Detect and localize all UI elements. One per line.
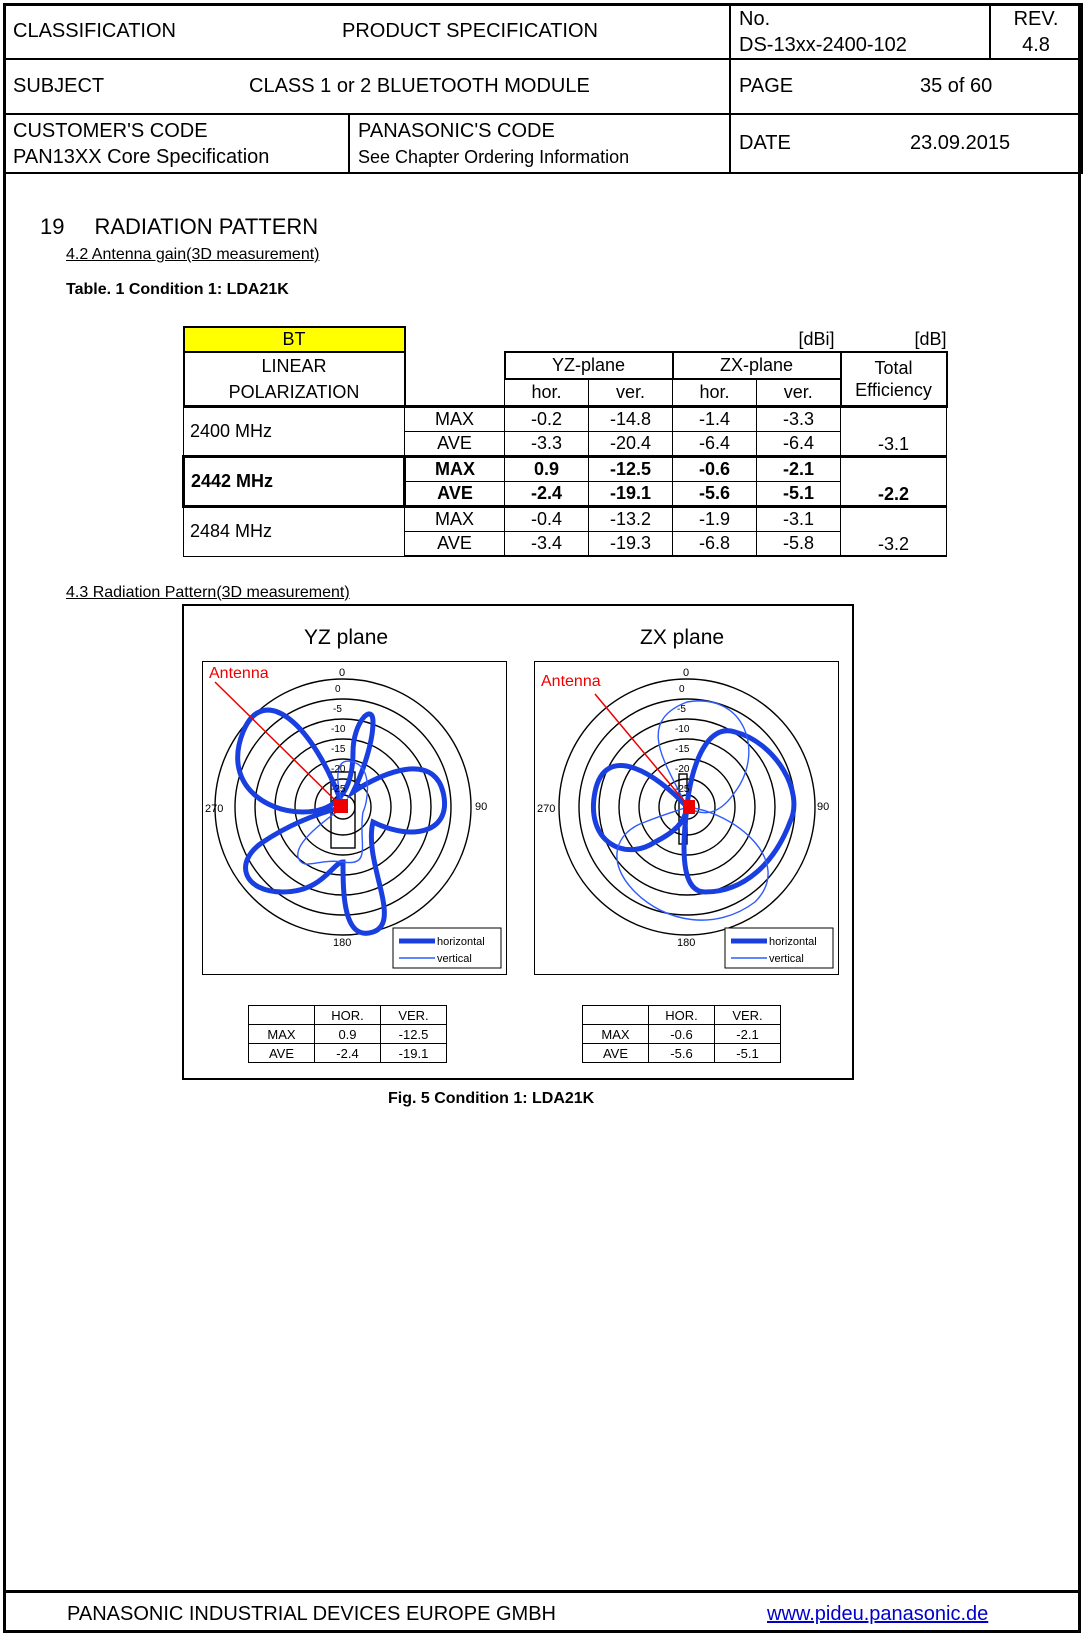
bt-cell: BT — [184, 327, 405, 352]
angle-0: 0 — [683, 667, 690, 679]
classification-value: PRODUCT SPECIFICATION — [342, 20, 598, 42]
customer-code-label: CUSTOMER'S CODE — [13, 119, 208, 142]
table-cell: -19.1 — [381, 1044, 447, 1063]
radiation-pattern-figure — [182, 604, 854, 1080]
angle-0: 0 — [339, 667, 346, 679]
table-cell: -2.1 — [757, 457, 841, 482]
zx-polar-plot — [534, 661, 839, 975]
panasonic-code-cell — [349, 114, 730, 173]
unit-db: [dB] — [914, 328, 947, 349]
max-label: MAX — [405, 457, 505, 482]
table-cell: 0.9 — [505, 457, 589, 482]
panasonic-code-value: See Chapter Ordering Information — [358, 146, 630, 167]
linear-label: LINEAR — [261, 356, 327, 376]
ave-label: AVE — [583, 1044, 649, 1063]
table-cell: -0.2 — [505, 407, 589, 432]
antenna-label: Antenna — [209, 665, 269, 682]
revision-value: 4.8 — [1022, 33, 1050, 56]
figure-caption: Fig. 5 Condition 1: LDA21K — [388, 1090, 595, 1107]
table-cell: -3.1 — [757, 507, 841, 532]
panasonic-code-label: PANASONIC'S CODE — [358, 119, 555, 142]
yz-polar-svg — [203, 662, 506, 974]
page-cell — [730, 59, 1082, 114]
table-cell: 0.9 — [315, 1025, 381, 1044]
section-heading — [40, 214, 348, 240]
freq-2442: 2442 MHz — [184, 457, 405, 507]
legend-vertical: vertical — [437, 953, 472, 965]
yz-hor-header: hor. — [505, 379, 589, 407]
angle-180: 180 — [333, 937, 352, 949]
angle-270: 270 — [537, 803, 556, 815]
efficiency-2484: -3.2 — [841, 507, 947, 557]
freq-2484: 2484 MHz — [184, 507, 405, 557]
total-label: Total — [874, 358, 913, 378]
hor-header: HOR. — [649, 1006, 715, 1025]
legend-horizontal: horizontal — [769, 936, 817, 948]
ring-label: -15 — [331, 744, 346, 755]
table-cell: -5.1 — [757, 482, 841, 507]
angle-90: 90 — [817, 801, 830, 813]
ring-label: -20 — [331, 764, 346, 775]
antenna-marker — [683, 800, 695, 814]
subsection-radiation-pattern: 4.3 Radiation Pattern(3D measurement) — [66, 584, 350, 601]
total-efficiency-header — [841, 352, 947, 407]
ring-label: -10 — [331, 724, 346, 735]
ave-label: AVE — [249, 1044, 315, 1063]
table-cell: -13.2 — [589, 507, 673, 532]
efficiency-2400: -3.1 — [841, 407, 947, 457]
ring-label: -15 — [675, 744, 690, 755]
zx-polar-svg — [535, 662, 838, 974]
max-label: MAX — [583, 1025, 649, 1044]
yz-summary-table — [248, 1005, 447, 1063]
document-header — [3, 3, 1083, 174]
section-number: 19 — [40, 214, 65, 239]
efficiency-label: Efficiency — [855, 380, 932, 400]
table-cell: -1.9 — [673, 507, 757, 532]
zx-ver-header: ver. — [757, 379, 841, 407]
yz-ver-header: ver. — [589, 379, 673, 407]
max-label: MAX — [405, 507, 505, 532]
table-cell: -3.3 — [757, 407, 841, 432]
page-label: PAGE — [739, 75, 794, 97]
zx-plane-title: ZX plane — [640, 626, 725, 649]
table-cell: -6.4 — [757, 432, 841, 457]
table-cell: -5.1 — [715, 1044, 781, 1063]
classification-cell — [4, 4, 730, 59]
revision-cell — [990, 4, 1082, 59]
angle-90: 90 — [475, 801, 488, 813]
table-cell: -6.4 — [673, 432, 757, 457]
table-cell: -1.4 — [673, 407, 757, 432]
subject-value: CLASS 1 or 2 BLUETOOTH MODULE — [249, 75, 590, 97]
doc-number-label: No. — [739, 7, 771, 30]
subject-cell — [4, 59, 730, 114]
ave-label: AVE — [405, 482, 505, 507]
ring-label: -10 — [675, 724, 690, 735]
max-label: MAX — [405, 407, 505, 432]
doc-number-value: DS-13xx-2400-102 — [739, 33, 907, 56]
ring-label: 0 — [679, 684, 685, 695]
table-cell: -0.6 — [649, 1025, 715, 1044]
customer-code-cell — [4, 114, 349, 173]
table-cell: -3.3 — [505, 432, 589, 457]
page-footer — [3, 1590, 1081, 1633]
table-cell: -12.5 — [381, 1025, 447, 1044]
footer-url-link[interactable]: www.pideu.panasonic.de — [767, 1603, 989, 1625]
table-cell: -6.8 — [673, 532, 757, 557]
ver-header: VER. — [715, 1006, 781, 1025]
antenna-marker — [334, 799, 348, 813]
table-cell: -2.1 — [715, 1025, 781, 1044]
ring-label: 0 — [335, 684, 341, 695]
doc-number-cell — [730, 4, 990, 59]
date-label: DATE — [739, 132, 791, 154]
angle-270: 270 — [205, 803, 224, 815]
table-cell: -5.6 — [673, 482, 757, 507]
polarization-header — [184, 352, 405, 407]
table-cell: -12.5 — [589, 457, 673, 482]
table-cell: -5.8 — [757, 532, 841, 557]
ring-label: -25 — [675, 784, 690, 795]
section-title: RADIATION PATTERN — [94, 214, 319, 239]
table-cell: -0.4 — [505, 507, 589, 532]
angle-180: 180 — [677, 937, 696, 949]
yz-plane-header: YZ-plane — [505, 352, 673, 379]
efficiency-2442: -2.2 — [841, 457, 947, 507]
max-label: MAX — [249, 1025, 315, 1044]
date-value: 23.09.2015 — [910, 132, 1011, 154]
table-cell: -14.8 — [589, 407, 673, 432]
ave-label: AVE — [405, 432, 505, 457]
polarization-label: POLARIZATION — [228, 382, 360, 402]
table-cell: -19.3 — [589, 532, 673, 557]
table-cell: -20.4 — [589, 432, 673, 457]
table-cell: -2.4 — [505, 482, 589, 507]
ring-label: -5 — [333, 704, 342, 715]
table-cell: -2.4 — [315, 1044, 381, 1063]
table-caption: Table. 1 Condition 1: LDA21K — [66, 281, 289, 298]
zx-summary-table — [582, 1005, 781, 1063]
footer-company: PANASONIC INDUSTRIAL DEVICES EUROPE GMBH — [67, 1603, 556, 1625]
table-cell: -3.4 — [505, 532, 589, 557]
ave-label: AVE — [405, 532, 505, 557]
classification-label: CLASSIFICATION — [13, 20, 176, 42]
ring-label: -20 — [675, 764, 690, 775]
legend-horizontal: horizontal — [437, 936, 485, 948]
revision-label: REV. — [1013, 7, 1059, 30]
ring-label: -25 — [331, 784, 346, 795]
antenna-gain-table — [182, 326, 948, 557]
yz-polar-plot — [202, 661, 507, 975]
ver-header: VER. — [381, 1006, 447, 1025]
antenna-label: Antenna — [541, 673, 601, 690]
table-cell: -19.1 — [589, 482, 673, 507]
freq-2400: 2400 MHz — [184, 407, 405, 457]
zx-plane-header: ZX-plane — [673, 352, 841, 379]
customer-code-value: PAN13XX Core Specification — [13, 145, 270, 168]
date-cell — [730, 114, 1082, 173]
table-cell: -0.6 — [673, 457, 757, 482]
subsection-antenna-gain: 4.2 Antenna gain(3D measurement) — [66, 246, 320, 263]
unit-dbi: [dBi] — [798, 328, 835, 349]
zx-hor-header: hor. — [673, 379, 757, 407]
ring-label: -5 — [677, 704, 686, 715]
table-cell: -5.6 — [649, 1044, 715, 1063]
legend-vertical: vertical — [769, 953, 804, 965]
hor-header: HOR. — [315, 1006, 381, 1025]
subject-label: SUBJECT — [13, 75, 105, 97]
yz-plane-title: YZ plane — [304, 626, 389, 649]
page-value: 35 of 60 — [920, 75, 993, 97]
